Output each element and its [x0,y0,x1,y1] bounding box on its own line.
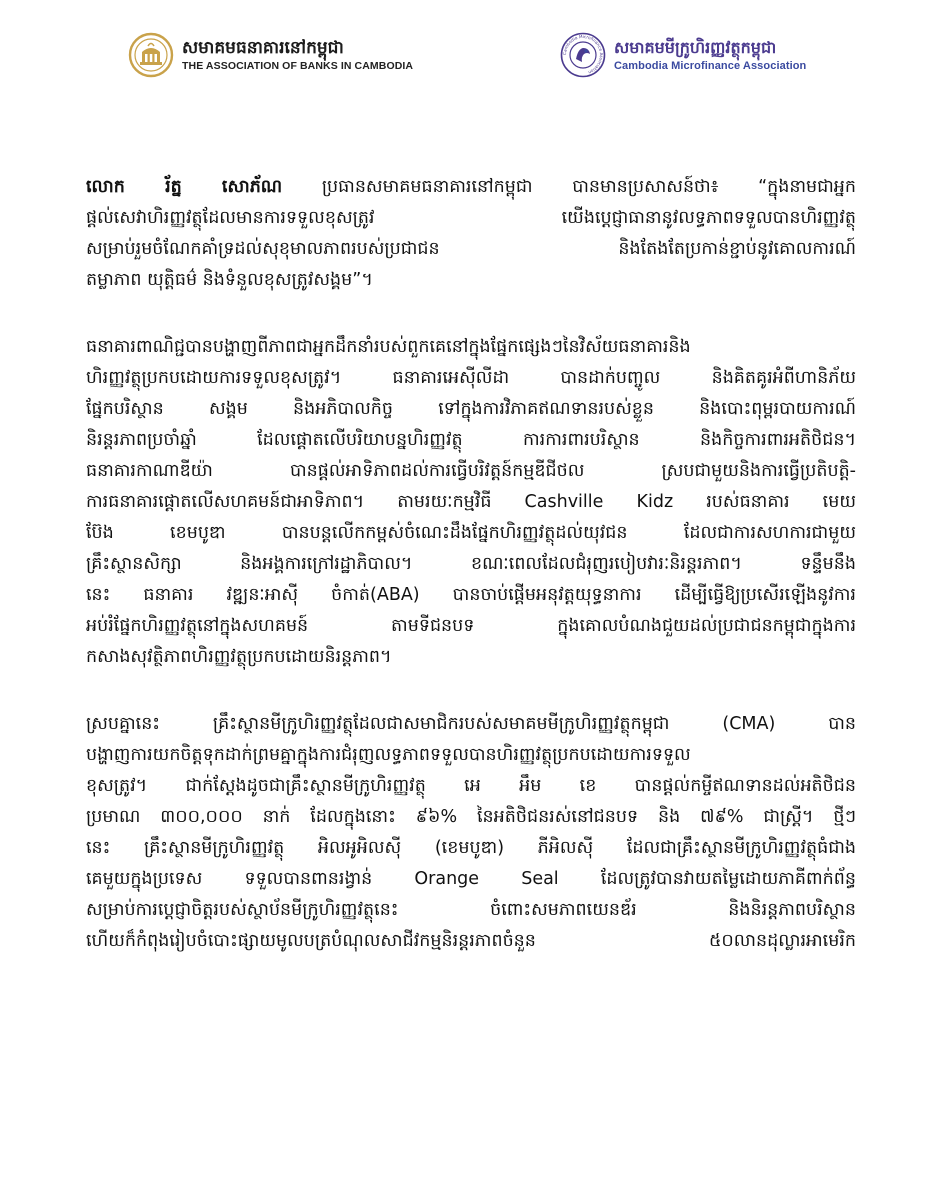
abc-english-name: THE ASSOCIATION OF BANKS IN CAMBODIA [182,60,414,72]
speaker-name: លោក រ័ត្ន សោភ័ណ [86,177,283,197]
text-line: ផ្តល់សេវាហិរញ្ញវត្ថុដែលមានការទទួលខុសត្រូវ យើងប្តេជ្ញាធានានូវលទ្ធភាពទទួលបានហិរញ្ញវត្ថុ [86,208,856,228]
text-line: អប់រំផ្នែកហិរញ្ញវត្ថុនៅក្នុងសហគមន៍ តាមទីជនបទ ក្នុងគោលបំណងជួយដល់ប្រជាជនកម្ពុជាក្នុងការ [86,616,856,636]
text-line: គេមួយក្នុងប្រទេស ទទួលបានពានរង្វាន់ Orange Seal ដែលត្រូវបានវាយតម្លៃដោយភាគីពាក់ព័ន្ធ [86,869,856,889]
text-line: នេះ ធនាគារ វឌ្ឍនៈអាស៊ី ចំកាត់(ABA) បានចាប់ផ្តើមអនុវត្តយុទ្ធនាការ ដើម្បីធ្វើឱ្យប្រសើរឡើងនូវការ [86,585,856,605]
cma-emblem-icon [560,32,606,78]
text-line: សម្រាប់ការប្តេជ្ញាចិត្តរបស់ស្ថាប័នមីក្រូហិរញ្ញវត្ថុនេះ ចំពោះសមភាពយេនឌ័រ និងនិរន្តភាពបរិស្ថាន [86,900,856,920]
text-line: ប្រមាណ ៣០០,០០០ នាក់ ដែលក្នុងនោះ ៩៦% នៃអតិថិជនរស់នៅជនបទ និង ៧៩% ជាស្ត្រី។ ថ្មីៗ [86,807,856,827]
paragraph-banks [86,332,856,673]
text-line: ផ្នែកបរិស្ថាន សង្គម និងអភិបាលកិច្ច ទៅក្នុងការវិភាគឥណទានរបស់ខ្លួន និងបោះពុម្ពរបាយការណ៍ [86,399,856,419]
body-text [86,172,856,993]
text-line: ស្របគ្នានេះ គ្រឹះស្ថានមីក្រូហិរញ្ញវត្ថុដែលជាសមាជិករបស់សមាគមមីក្រូហិរញ្ញវត្ថុកម្ពុជា (CMA) បាន [86,714,856,734]
cma-khmer-name: សមាគមមីក្រូហិរញ្ញវត្ថុកម្ពុជា [614,38,777,57]
text-line: និរន្តរភាពប្រចាំឆ្នាំ ដែលផ្តោតលើបរិយាបន្នហិរញ្ញវត្ថុ ការការពារបរិស្ថាន និងកិច្ចការពារអតិថិជន។ [86,430,856,450]
text-line: សម្រាប់រួមចំណែកគាំទ្រដល់សុខុមាលភាពរបស់ប្រជាជន និងតែងតែប្រកាន់ខ្ជាប់នូវគោលការណ៍ [86,239,856,259]
text-line: ធនាគារកាណាឌីយ៉ា បានផ្តល់អាទិភាពដល់ការធ្វើបរិវត្តន៍កម្មឌីជីថល ស្របជាមួយនិងការធ្វើប្រតិបត្តិ- [86,461,856,481]
cma-english-name: Cambodia Microfinance Association [614,60,807,72]
text-line: ហិរញ្ញវត្ថុប្រកបដោយការទទួលខុសត្រូវ។ ធនាគារអេស៊ីលីដា បានដាក់បញ្ចូល និងគិតគូរអំពីហានិភ័យ [86,368,856,388]
paragraph-quote [86,172,856,296]
abc-emblem-icon [128,32,174,78]
text-line: បង្ហាញការយកចិត្តទុកដាក់ព្រមគ្នាក្នុងការជំរុញលទ្ធភាពទទួលបានហិរញ្ញវត្ថុប្រកបដោយការទទួល [86,745,691,765]
paragraph-microfinance [86,709,856,957]
text-line: ហើយក៏កំពុងរៀបចំបោះផ្សាយមូលបត្របំណុលសាជីវកម្មនិរន្តរភាពចំនួន ៥០លានដុល្លារអាមេរិក [86,931,856,951]
text-line: កសាងសុវត្ថិភាពហិរញ្ញវត្ថុប្រកបដោយនិរន្តភាព។ [86,647,392,667]
text-line: នេះ គ្រឹះស្ថានមីក្រូហិរញ្ញវត្ថុ អិលអូអិលស៊ី (ខេមបូឌា) ភីអិលស៊ី ដែលជាគ្រឹះស្ថានមីក្រូហិរញ្ញវត្ថុធំជាង [86,838,856,858]
text-line: ប៊ែង ខេមបូឌា បានបន្តលើកកម្ពស់ចំណេះដឹងផ្នែកហិរញ្ញវត្ថុដល់យុវជន ដែលជាការសហការជាមួយ [86,523,856,543]
text-line: ខុសត្រូវ។ ជាក់ស្តែងដូចជាគ្រឹះស្ថានមីក្រូហិរញ្ញវត្ថុ អេ អឹម ខេ បានផ្តល់កម្ចីឥណទានដល់អតិថិជន [86,776,856,796]
text-line: តម្លាភាព យុត្តិធម៌ និងទំនួលខុសត្រូវសង្គម”។ [86,270,373,290]
abc-khmer-name: សមាគមធនាគារនៅកម្ពុជា [182,38,344,58]
text-line [86,172,856,203]
text-line: ការធនាគារផ្តោតលើសហគមន៍ជាអាទិភាព។ តាមរយៈកម្មវិធី Cashville Kidz របស់ធនាគារ មេយ [86,492,856,512]
letterhead [0,32,927,88]
cma-logo [560,32,806,78]
text-line: គ្រឹះស្ថានសិក្សា និងអង្គការក្រៅរដ្ឋាភិបាល។ ខណៈពេលដែលជំរុញរបៀបវារៈនិរន្តរភាព។ ទន្ទឹមនឹង [86,554,856,574]
cma-ring-text: Cambodia Microfinance Association [561,33,605,76]
abc-logo [128,32,413,78]
text-line: ធនាគារពាណិជ្ជបានបង្ហាញពីភាពជាអ្នកដឹកនាំរបស់ពួកគេនៅក្នុងផ្នែកផ្សេងៗនៃវិស័យធនាគារនិង [86,337,691,357]
text-line-segment: ប្រធានសមាគមធនាគារនៅកម្ពុជា បានមានប្រសាសន៍ថា៖ “ក្នុងនាមជាអ្នក [282,177,856,197]
